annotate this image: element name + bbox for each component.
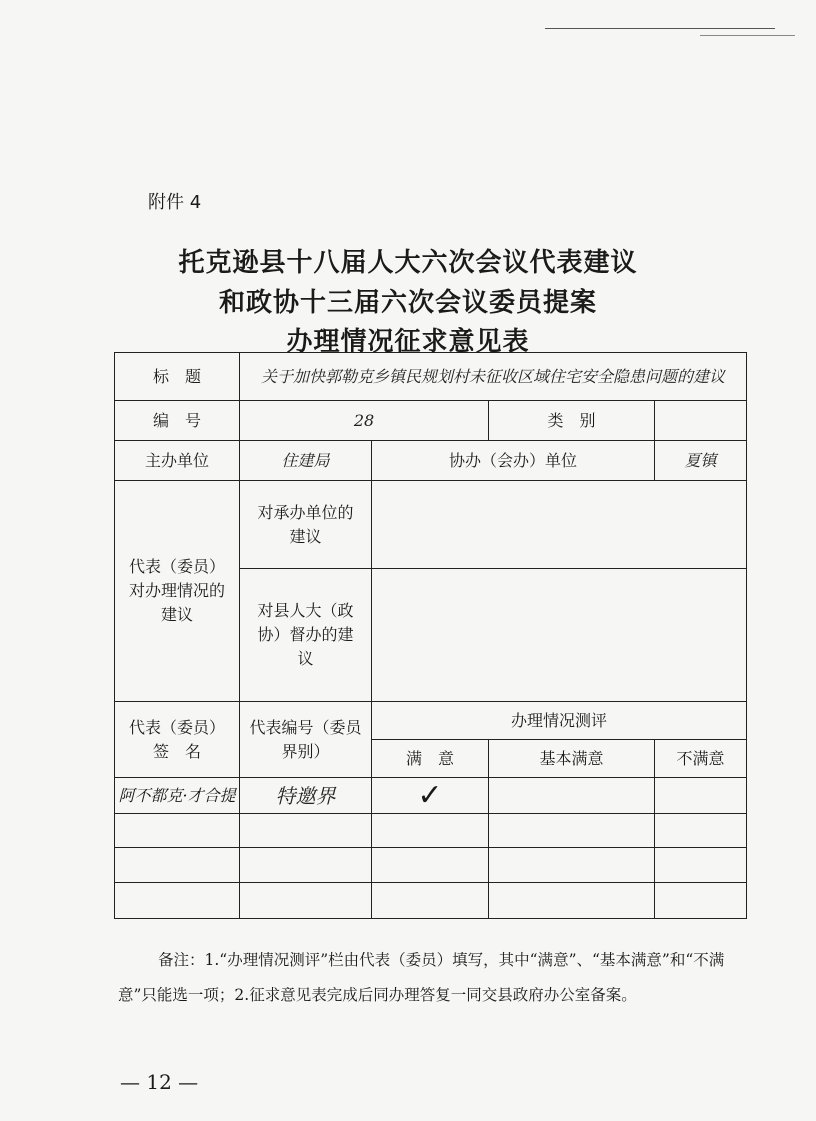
opinion-to-supervisor-label: 对县人大（政协）督办的建议 [240, 569, 372, 702]
host-unit-value[interactable]: 住建局 [240, 441, 372, 481]
footnote: 备注：1.“办理情况测评”栏由代表（委员）填写，其中“满意”、“基本满意”和“不满意”只能选一项；2.征求意见表完成后同办理答复一同交县政府办公室备案。 [118, 951, 725, 1004]
blank-cell[interactable] [115, 814, 240, 848]
category-value[interactable] [655, 401, 747, 441]
form-title-line-3: 办理情况征求意见表 [286, 327, 530, 357]
blank-cell[interactable] [655, 848, 747, 883]
blank-cell[interactable] [240, 848, 372, 883]
signature-label: 代表（委员）签 名 [115, 702, 240, 778]
co-unit-value[interactable]: 夏镇 [655, 441, 747, 481]
co-unit-label: 协办（会办）单位 [372, 441, 655, 481]
blank-cell[interactable] [489, 814, 655, 848]
blank-cell[interactable] [115, 848, 240, 883]
opinion-group-label: 代表（委员）对办理情况的建议 [115, 481, 240, 702]
unsatisfied-cell[interactable] [655, 778, 747, 814]
basic-satisfied-cell[interactable] [489, 778, 655, 814]
number-value[interactable]: 28 [240, 401, 489, 441]
blank-cell[interactable] [372, 814, 489, 848]
blank-cell[interactable] [115, 883, 240, 919]
blank-cell[interactable] [372, 848, 489, 883]
opinion-to-unit-value[interactable] [372, 481, 747, 569]
form-title-line-2: 和政协十三届六次会议委员提案 [218, 288, 597, 318]
scan-mark [700, 35, 795, 36]
blank-cell[interactable] [655, 883, 747, 919]
satisfied-check-mark[interactable]: ✓ [372, 778, 489, 814]
signature-value[interactable]: 阿不都克·才合提 [115, 778, 240, 814]
rep-number-value[interactable]: 特邀界 [240, 778, 372, 814]
attachment-label: 附件 4 [148, 192, 202, 213]
opinion-to-supervisor-value[interactable] [372, 569, 747, 702]
form-title-line-1: 托克逊县十八届人大六次会议代表建议 [178, 248, 638, 278]
category-label: 类 别 [489, 401, 655, 441]
blank-cell[interactable] [240, 883, 372, 919]
blank-cell[interactable] [372, 883, 489, 919]
page-number: — 12 — [120, 1070, 199, 1094]
blank-cell[interactable] [655, 814, 747, 848]
blank-cell[interactable] [489, 848, 655, 883]
opinion-to-unit-label: 对承办单位的建议 [240, 481, 372, 569]
evaluation-label: 办理情况测评 [372, 702, 747, 740]
satisfied-label: 满 意 [372, 740, 489, 778]
basic-satisfied-label: 基本满意 [489, 740, 655, 778]
unsatisfied-label: 不满意 [655, 740, 747, 778]
host-unit-label: 主办单位 [115, 441, 240, 481]
opinion-form-table [114, 352, 747, 919]
title-value[interactable]: 关于加快郭勒克乡镇民规划村未征收区域住宅安全隐患问题的建议 [240, 353, 747, 401]
number-label: 编 号 [115, 401, 240, 441]
rep-number-label: 代表编号（委员界别） [240, 702, 372, 778]
title-label: 标 题 [115, 353, 240, 401]
scan-mark [545, 28, 775, 29]
blank-cell[interactable] [240, 814, 372, 848]
blank-cell[interactable] [489, 883, 655, 919]
